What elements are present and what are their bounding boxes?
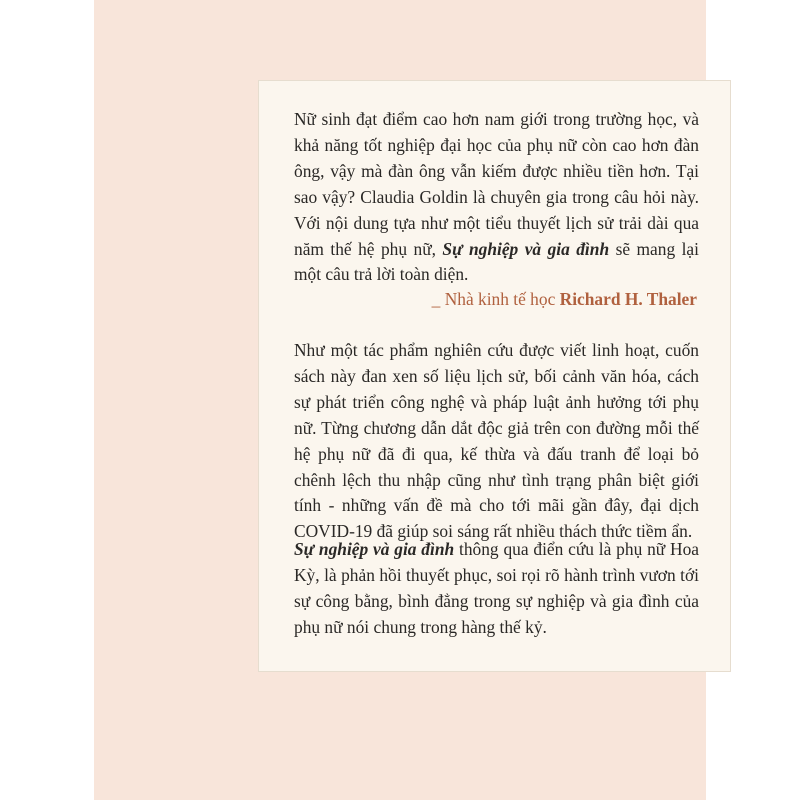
quote-text-end: sẽ mang lại một câu trả lời toàn diện. bbox=[294, 238, 699, 285]
attribution-author: Richard H. Thaler bbox=[559, 289, 697, 309]
book-back-cover bbox=[94, 0, 706, 800]
paragraph-book-title: Sự nghiệp và gia đình bbox=[294, 539, 455, 559]
text-panel bbox=[258, 80, 731, 672]
blurb-quote bbox=[294, 107, 699, 288]
description-paragraph-1: Như một tác phẩm nghiên cứu được viết linh hoạt, cuốn sách này đan xen số liệu lịch sử, bối cảnh văn hóa, cách sự phát triển công nghệ và pháp luật ảnh hưởng tới phụ nữ. Từng chương dẫn dắt độc giả trên con đường mỗi thế hệ phụ nữ đã đi qua, kế thừa và đấu tranh để loại bỏ chênh lệch thu nhập cũng như tình trạng phân biệt giới tính - những vấn đề mà cho tới mãi gần đây, đại dịch COVID-19 đã giúp soi sáng rất nhiều thách thức tiềm ẩn. bbox=[294, 340, 699, 542]
attribution-prefix: _ Nhà kinh tế học bbox=[431, 289, 560, 309]
description-paragraph-2 bbox=[294, 537, 699, 641]
quote-book-title: Sự nghiệp và gia đình bbox=[442, 238, 610, 259]
paragraph-2-text: thông qua điển cứu là phụ nữ Hoa Kỳ, là phản hồi thuyết phục, soi rọi rõ hành trình vươn tới sự công bằng, bình đẳng trong sự nghiệp và gia đình của phụ nữ nói chung trong hàng thế kỷ. bbox=[294, 539, 700, 637]
quote-text-start: Nữ sinh đạt điểm cao hơn nam giới trong trường học, và khả năng tốt nghiệp đại học của phụ nữ còn cao hơn đàn ông, vậy mà đàn ông vẫn kiếm được nhiều tiền hơn. Tại sao vậy? Claudia Goldin là chuyên gia trong câu hỏi này. Với nội dung tựa như một tiểu thuyết lịch sử trải dài qua năm thế hệ phụ nữ, bbox=[294, 109, 699, 259]
quote-attribution bbox=[432, 287, 697, 311]
